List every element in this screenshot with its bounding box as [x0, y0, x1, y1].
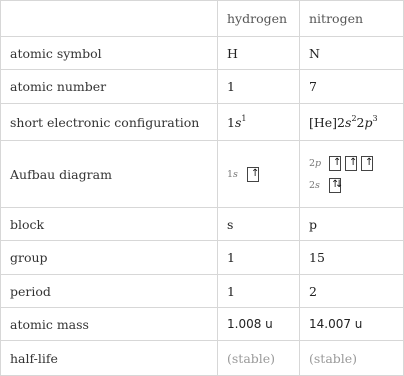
- row-label-atomic-mass: atomic mass: [1, 308, 218, 341]
- spin-up-arrow-icon: [251, 169, 255, 179]
- header-row: [1, 1, 404, 37]
- row-label-aufbau: Aufbau diagram: [1, 141, 218, 208]
- config-orbital: s: [234, 114, 242, 130]
- orbital-box: [361, 156, 373, 171]
- nitrogen-electron-config: [300, 104, 404, 141]
- hydrogen-electron-config: [218, 104, 300, 141]
- row-label-group: group: [1, 241, 218, 275]
- config-text: 1: [227, 114, 235, 130]
- config-orbital: p: [364, 114, 373, 130]
- row-label-atomic-symbol: atomic symbol: [1, 37, 218, 70]
- table-row: [1, 141, 404, 208]
- hydrogen-period: 1: [218, 275, 300, 308]
- config-exponent: 2: [351, 113, 357, 123]
- row-label-electron-config: short electronic configuration: [1, 104, 218, 141]
- row-label-block: block: [1, 208, 218, 241]
- orbital-label: 2p: [309, 157, 322, 169]
- table-row: [1, 341, 404, 376]
- hydrogen-atomic-symbol: H: [218, 37, 300, 70]
- spin-up-arrow-icon: [333, 158, 337, 168]
- config-shell: 2: [356, 114, 365, 130]
- table-row: [1, 208, 404, 241]
- table-row: [1, 241, 404, 275]
- orbital-box: [247, 167, 259, 182]
- table-row: [1, 275, 404, 308]
- nitrogen-half-life: (stable): [300, 341, 404, 376]
- orbital-letter: s: [315, 179, 320, 191]
- hydrogen-aufbau-diagram: [218, 141, 300, 208]
- hydrogen-half-life: (stable): [218, 341, 300, 376]
- orbital-letter: p: [315, 157, 322, 169]
- orbital-row: [309, 174, 394, 196]
- orbital-row: [220, 163, 290, 185]
- nitrogen-atomic-symbol: N: [300, 37, 404, 70]
- column-header-hydrogen: hydrogen: [218, 1, 300, 37]
- row-label-atomic-number: atomic number: [1, 70, 218, 104]
- header-empty-cell: [1, 1, 218, 37]
- spin-up-arrow-icon: [349, 158, 353, 168]
- orbital-letter: s: [233, 168, 238, 180]
- orbital-box: [329, 156, 341, 171]
- orbital-label: 2s: [309, 179, 320, 191]
- orbital-box: [345, 156, 357, 171]
- nitrogen-period: 2: [300, 275, 404, 308]
- hydrogen-atomic-mass: 1.008 u: [218, 308, 300, 341]
- nitrogen-group: 15: [300, 241, 404, 275]
- hydrogen-atomic-number: 1: [218, 70, 300, 104]
- table-row: [1, 308, 404, 341]
- nitrogen-aufbau-diagram: [300, 141, 404, 208]
- nitrogen-block: p: [300, 208, 404, 241]
- orbital-box: [329, 178, 341, 193]
- column-header-nitrogen: nitrogen: [300, 1, 404, 37]
- nitrogen-atomic-mass: 14.007 u: [300, 308, 404, 341]
- table-row: [1, 37, 404, 70]
- row-label-period: period: [1, 275, 218, 308]
- orbital-label: 1s: [227, 168, 238, 180]
- spin-down-arrow-icon: [335, 180, 339, 190]
- hydrogen-block: s: [218, 208, 300, 241]
- row-label-half-life: half-life: [1, 341, 218, 376]
- config-orbital: s: [345, 114, 352, 130]
- hydrogen-group: 1: [218, 241, 300, 275]
- config-exponent: 3: [372, 113, 378, 123]
- table-row: [1, 70, 404, 104]
- table-row: [1, 104, 404, 141]
- config-exponent: 1: [241, 113, 247, 123]
- spin-up-arrow-icon: [365, 158, 369, 168]
- config-core: [He]2: [309, 114, 346, 130]
- nitrogen-atomic-number: 7: [300, 70, 404, 104]
- orbital-row: [309, 152, 394, 174]
